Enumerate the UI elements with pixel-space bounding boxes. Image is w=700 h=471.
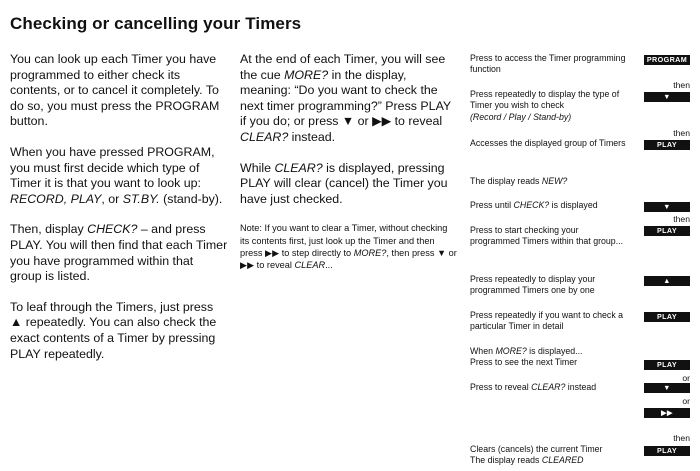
text: Clears (cancels) the current Timer xyxy=(470,444,603,454)
up-key[interactable]: ▲ xyxy=(644,276,690,286)
more-paragraph xyxy=(240,52,458,146)
text: is displayed, pressing PLAY will clear (cancel) the Timer you have just checked. xyxy=(240,160,448,206)
step-display-type xyxy=(470,89,630,123)
play-key[interactable]: PLAY xyxy=(644,226,690,236)
type-paragraph xyxy=(10,145,228,207)
program-key[interactable]: PROGRAM xyxy=(644,55,690,65)
step-start-checking: Press to start checking your programmed Timers within that group... xyxy=(470,225,624,247)
text: is displayed... xyxy=(526,346,583,356)
more-term: MORE? xyxy=(353,247,387,258)
page-title: Checking or cancelling your Timers xyxy=(10,14,302,33)
clear-term: CLEAR xyxy=(294,259,326,270)
text: When xyxy=(470,346,496,356)
play-key[interactable]: PLAY xyxy=(644,446,690,456)
text: instead. xyxy=(288,129,336,144)
stby-term: ST.BY. xyxy=(122,191,160,206)
clear-term: CLEAR? xyxy=(531,382,566,392)
text: in the display, meaning: “Do you want to check the next timer programming?” Press PLAY if you do; or press ▼ or ▶▶ to reveal xyxy=(240,67,451,129)
step-check-detail: Press repeatedly if you want to check a particular Timer in detail xyxy=(470,310,624,332)
text: When you have pressed PROGRAM, you must first decide which type of Timer it is that you want to look up: xyxy=(10,144,215,191)
down-key[interactable]: ▼ xyxy=(644,92,690,102)
step-clears-timer xyxy=(470,444,630,467)
play-key[interactable]: PLAY xyxy=(644,360,690,370)
then-connector: then xyxy=(673,433,690,443)
step-reveal-clear xyxy=(470,382,630,393)
clear-paragraph xyxy=(240,161,458,208)
intro-paragraph: You can look up each Timer you have programmed to either check its contents, or to cancel it completely. To do so, you must press the PROGRAM button. xyxy=(10,52,220,129)
text: Press until xyxy=(470,200,514,210)
text: Press to reveal xyxy=(470,382,532,392)
step-display-new xyxy=(470,176,630,187)
text: , or xyxy=(101,191,123,206)
then-connector: then xyxy=(673,80,690,90)
fast-forward-key[interactable]: ▶▶ xyxy=(644,408,690,418)
text: (stand-by). xyxy=(159,191,223,206)
clear-term: CLEAR? xyxy=(274,160,323,175)
play-key[interactable]: PLAY xyxy=(644,140,690,150)
text: The display reads xyxy=(470,455,542,466)
clear-term: CLEAR? xyxy=(240,129,289,144)
down-key[interactable]: ▼ xyxy=(644,383,690,393)
or-connector: or xyxy=(682,373,690,383)
leaf-paragraph: To leaf through the Timers, just press ▲ repeatedly. You can also check the exact contents of a Timer by pressing PLAY repeatedly. xyxy=(10,299,217,361)
step-more-displayed xyxy=(470,346,630,369)
step-access-group: Accesses the displayed group of Timers xyxy=(470,138,626,148)
cleared-term: CLEARED xyxy=(541,455,584,466)
text: instead xyxy=(565,382,597,392)
more-term: MORE? xyxy=(284,67,329,82)
new-term: NEW? xyxy=(541,176,568,186)
check-paragraph xyxy=(10,222,228,284)
record-play-term: RECORD, PLAY xyxy=(10,191,102,206)
then-connector: then xyxy=(673,214,690,224)
text: Then, display xyxy=(10,222,88,237)
down-key[interactable]: ▼ xyxy=(644,202,690,212)
text: Press repeatedly to display the type of Timer you wish to check xyxy=(470,89,620,111)
text: is displayed xyxy=(549,200,598,210)
step-until-check xyxy=(470,200,630,211)
middle-column xyxy=(240,52,458,286)
type-options: (Record / Play / Stand-by) xyxy=(470,111,572,122)
step-timers-one-by-one: Press repeatedly to display your programmed Timers one by one xyxy=(470,274,596,296)
check-term: CHECK? xyxy=(87,222,138,237)
check-term: CHECK? xyxy=(513,200,550,210)
intro-column xyxy=(10,52,228,377)
text: , then press ▼ or ▶▶ to reveal xyxy=(240,247,457,270)
text: ... xyxy=(325,259,333,270)
more-term: MORE? xyxy=(495,346,527,356)
text: The display reads xyxy=(470,176,542,186)
step-access-timer: Press to access the Timer programming function xyxy=(470,53,626,75)
note-paragraph xyxy=(240,222,458,271)
text: While xyxy=(240,160,275,175)
play-key[interactable]: PLAY xyxy=(644,312,690,322)
or-connector: or xyxy=(682,396,690,406)
text: – and press PLAY. You will then find that each Timer you have programmed within that group is listed. xyxy=(10,222,228,284)
then-connector: then xyxy=(673,128,690,138)
text: Note: If you want to clear a Timer, without checking its contents first, just look up the Timer and then press ▶▶ to step directly to xyxy=(240,223,448,258)
text: Press to see the next Timer xyxy=(470,357,578,368)
text: At the end of each Timer, you will see the cue xyxy=(240,52,446,82)
